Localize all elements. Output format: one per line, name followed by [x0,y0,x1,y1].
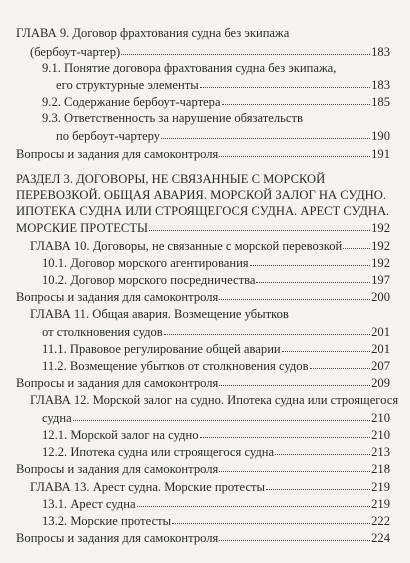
section-9-3-title-cont: по бербоут-чартеру [56,129,161,143]
page-number: 191 [371,147,390,161]
section-9-1-entry [56,77,390,93]
page-number: 192 [371,221,390,235]
questions-title: Вопросы и задания для самоконтроля [16,147,219,161]
page-number: 209 [371,376,390,390]
page-number: 218 [371,462,390,476]
section-11-2-title: 11.2. Возмещение убытков от столкновения судов [42,359,309,373]
page-number: 192 [371,256,390,270]
page-number: 210 [371,428,390,442]
chapter-9-title-cont: (бербоут-чартер) [30,45,121,59]
chapter-12-title-cont: судна [42,411,72,425]
section-12-1-title: 12.1. Морской залог на судно [42,428,199,442]
part-3-title-line2: ПЕРЕВОЗКОЙ. ОБЩАЯ АВАРИЯ. МОРСКОЙ ЗАЛОГ НА СУДНО. [16,188,387,202]
leader-dots [266,478,370,490]
section-11-1-title: 11.1. Правовое регулирование общей аварии [42,342,281,356]
leader-dots [172,512,370,524]
leader-dots [149,219,370,231]
section-13-2-title: 13.2. Морские протесты [42,514,172,528]
chapter-10-entry [30,238,390,254]
chapter-13-entry [30,479,390,495]
section-9-1-title: 9.1. Понятие договора фрахтования судна без экипажа, [42,61,337,75]
leader-dots [275,443,370,455]
leader-dots [161,127,370,139]
section-9-2-title: 9.2. Содержание бербоут-чартера [42,95,221,109]
questions-12-entry [16,461,390,477]
section-12-2-entry [42,444,390,460]
chapter-12-entry [42,410,390,426]
leader-dots [282,340,370,352]
section-12-1-entry [42,427,390,443]
section-10-1-entry [42,255,390,271]
leader-dots [219,374,370,386]
leader-dots [219,460,370,472]
section-9-3-entry [56,128,390,144]
questions-title: Вопросы и задания для самоконтроля [16,462,219,476]
leader-dots [121,43,370,55]
questions-title: Вопросы и задания для самоконтроля [16,376,219,390]
questions-title: Вопросы и задания для самоконтроля [16,290,219,304]
section-10-2-entry [42,272,390,288]
page-number: 183 [371,78,390,92]
questions-10-entry [16,289,390,305]
leader-dots [200,426,371,438]
chapter-13-title: ГЛАВА 13. Арест судна. Морские протесты [30,480,266,494]
leader-dots [219,288,370,300]
chapter-9-entry [30,44,390,60]
section-10-2-title: 10.2. Договор морского посредничества [42,273,256,287]
page-number: 192 [371,239,390,253]
page-number: 201 [371,325,390,339]
page-number: 190 [371,129,390,143]
chapter-11-entry [42,324,390,340]
questions-9-entry [16,146,390,162]
questions-11-entry [16,375,390,391]
section-11-2-entry [42,358,390,374]
page-number: 183 [371,45,390,59]
page-number: 197 [371,273,390,287]
leader-dots [310,357,371,369]
questions-title: Вопросы и задания для самоконтроля [16,531,219,545]
page-number: 200 [371,290,390,304]
section-13-1-title: 13.1. Арест судна [42,497,136,511]
questions-13-entry [16,530,390,546]
page-number: 224 [371,531,390,545]
leader-dots [222,93,371,105]
section-13-2-entry [42,513,390,529]
chapter-10-title: ГЛАВА 10. Договоры, не связанные с морской перевозкой [30,239,343,253]
part-3-title-line3: ИПОТЕКА СУДНА ИЛИ СТРОЯЩЕГОСЯ СУДНА. АРЕСТ СУДНА. [16,204,390,218]
section-13-1-entry [42,496,390,512]
section-10-1-title: 10.1. Договор морского агентирования [42,256,249,270]
leader-dots [164,323,370,335]
leader-dots [200,76,370,88]
chapter-11-title: ГЛАВА 11. Общая авария. Возмещение убытков [30,307,289,321]
chapter-11-title-cont: от столкновения судов [42,325,163,339]
page-number: 213 [371,445,390,459]
section-11-1-entry [42,341,390,357]
leader-dots [250,254,371,266]
page-number: 210 [371,411,390,425]
section-9-3-title: 9.3. Ответственность за нарушение обязательств [42,111,303,125]
chapter-12-title: ГЛАВА 12. Морской залог на судно. Ипотека судна или строящегося [30,393,399,407]
page-number: 207 [371,359,390,373]
part-3-title-line4: МОРСКИЕ ПРОТЕСТЫ [16,221,148,235]
page-number: 222 [371,514,390,528]
leader-dots [73,409,370,421]
part-3-title-line1: РАЗДЕЛ 3. ДОГОВОРЫ, НЕ СВЯЗАННЫЕ С МОРСКОЙ [16,172,326,186]
page-number: 219 [371,480,390,494]
page-number: 219 [371,497,390,511]
leader-dots [256,271,370,283]
leader-dots [219,145,370,157]
chapter-9-title: ГЛАВА 9. Договор фрахтования судна без экипажа [16,26,290,40]
leader-dots [137,495,371,507]
section-9-1-title-cont: его структурные элементы [56,78,199,92]
page-number: 201 [371,342,390,356]
part-3-entry [16,220,390,236]
section-9-2-entry [42,94,390,110]
leader-dots [343,237,370,249]
page-number: 185 [371,95,390,109]
leader-dots [219,529,370,541]
section-12-2-title: 12.2. Ипотека судна или строящегося судна [42,445,275,459]
